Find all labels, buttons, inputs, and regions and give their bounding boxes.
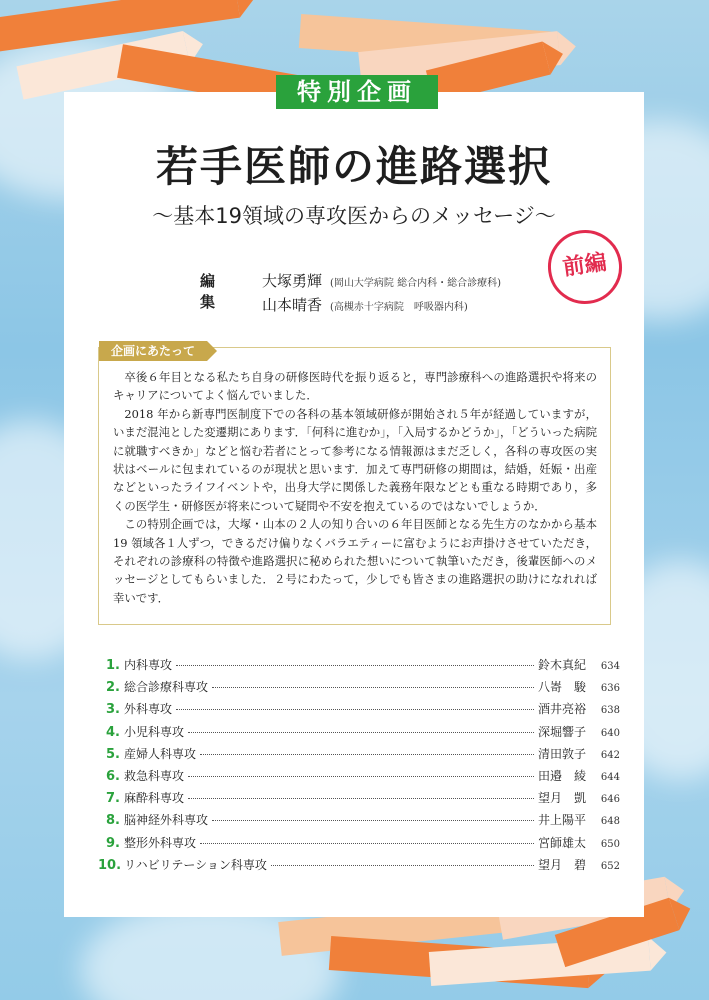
toc-leader (212, 820, 534, 821)
toc-page: 638 (600, 705, 620, 717)
toc-number: 5. (106, 746, 120, 762)
toc-author: 望月 碧 (538, 857, 587, 872)
toc-item[interactable] (98, 723, 620, 745)
toc-item[interactable] (98, 811, 620, 833)
toc-leader (188, 798, 534, 799)
intro-box (98, 344, 611, 625)
toc-title: 整形外科専攻 (124, 835, 197, 850)
editor-affiliation: (岡山大学病院 総合内科・総合診療科) (330, 278, 501, 289)
toc-item[interactable] (98, 678, 620, 700)
intro-tab-label: 企画にあたって (99, 341, 207, 361)
toc-item[interactable] (98, 789, 620, 811)
editor-name: 大塚勇輝 (262, 272, 323, 290)
toc-page: 636 (600, 683, 620, 695)
toc-item[interactable] (98, 856, 620, 878)
toc-author: 八㟢 駿 (538, 680, 587, 695)
toc-author: 鈴木真紀 (538, 658, 587, 672)
page-title: 若手医師の進路選択 (155, 142, 552, 191)
intro-text (113, 368, 597, 607)
editor-name: 山本晴香 (262, 296, 323, 314)
toc-leader (200, 843, 534, 844)
toc-title: 麻酔科専攻 (124, 791, 185, 806)
editors-block (200, 270, 501, 318)
toc-title: リハビリテーション科専攻 (124, 857, 267, 872)
toc-number: 6. (106, 768, 120, 784)
toc-author: 清田敦子 (538, 746, 587, 761)
editors-label: 編 集 (200, 272, 243, 311)
toc-leader (176, 665, 534, 666)
toc-number: 7. (106, 791, 120, 807)
toc-number: 9. (106, 835, 120, 851)
toc-page: 642 (600, 749, 620, 761)
page-subtitle: ～基本19領域の専攻医からのメッセージ～ (152, 204, 556, 228)
toc-page: 646 (600, 794, 620, 806)
toc-page: 640 (600, 727, 620, 739)
toc-author: 田邉 綾 (538, 768, 587, 783)
toc-leader (188, 732, 534, 733)
editor-affiliation: (高槻赤十字病院 呼吸器内科) (330, 302, 468, 313)
toc-author: 望月 凱 (538, 791, 587, 806)
table-of-contents (98, 656, 620, 878)
toc-item[interactable] (98, 700, 620, 722)
toc-title: 外科専攻 (124, 702, 173, 717)
toc-item[interactable] (98, 767, 620, 789)
toc-title: 小児科専攻 (124, 724, 185, 739)
toc-title: 脳神経外科専攻 (124, 813, 209, 828)
toc-item[interactable] (98, 656, 620, 678)
toc-leader (271, 865, 534, 866)
toc-item[interactable] (98, 745, 620, 767)
part-stamp: 前編 (543, 225, 627, 309)
toc-page: 648 (600, 816, 620, 828)
toc-title: 救急科専攻 (124, 768, 185, 783)
toc-author: 深堀響子 (538, 724, 587, 739)
toc-number: 3. (106, 702, 120, 718)
toc-page: 634 (600, 661, 620, 672)
toc-page: 650 (600, 838, 620, 850)
toc-page: 644 (600, 771, 620, 783)
toc-author: 酒井亮裕 (538, 702, 587, 717)
toc-number: 8. (106, 813, 120, 829)
toc-title: 総合診療科専攻 (124, 680, 209, 695)
toc-leader (188, 776, 534, 777)
toc-leader (200, 754, 534, 755)
toc-leader (176, 709, 534, 710)
toc-number: 4. (106, 724, 120, 740)
toc-author: 井上陽平 (538, 813, 587, 828)
feature-badge: 特別企画 (276, 75, 438, 109)
toc-page: 652 (600, 860, 620, 872)
intro-paragraph: 卒後６年目となる私たち自身の研修医時代を振り返ると，専門診療科への進路選択や将来のキャリアについてよく悩んでいました． (113, 370, 597, 403)
toc-number: 10. (98, 857, 122, 873)
toc-number: 1. (106, 658, 120, 673)
toc-author: 宮師雄太 (538, 835, 587, 850)
toc-title: 産婦人科専攻 (124, 746, 197, 761)
toc-title: 内科専攻 (124, 658, 173, 672)
intro-paragraph: 2018 年から新専門医制度下での各科の基本領域研修が開始され５年が経過していますが，いまだ混沌とした変遷期にあります．「何科に進むか」，「入局するかどうか」，「どういった病院に就職すべきか」などと悩む若者にとって参考になる情報源はまだ乏しく，各科の専攻医の実状はベールに包まれているのが現状と思います．加えて専門研修の期間は，結婚，妊娠・出産などといったライフイベントや，出身大学に関係した義務年限などとも重なる時期であり，多くの医学生・研修医が将来について疑問や不安を抱えているのではないでしょうか． (113, 406, 597, 513)
toc-leader (212, 687, 534, 688)
toc-item[interactable] (98, 834, 620, 856)
toc-number: 2. (106, 680, 120, 696)
intro-paragraph: この特別企画では，大塚・山本の２人の知り合いの６年目医師となる先生方のなかから基本 19 領域各１人ずつ，できるだけ偏りなくバラエティーに富むようにお声掛けさせていただき，それぞれの診療科の特徴や進路選択に秘められた想いについて執筆いただき，後輩医師へのメッセージとしてもらいました．２号にわたって，少しでも皆さまの進路選択の助けになれれば幸いです． (113, 517, 597, 605)
